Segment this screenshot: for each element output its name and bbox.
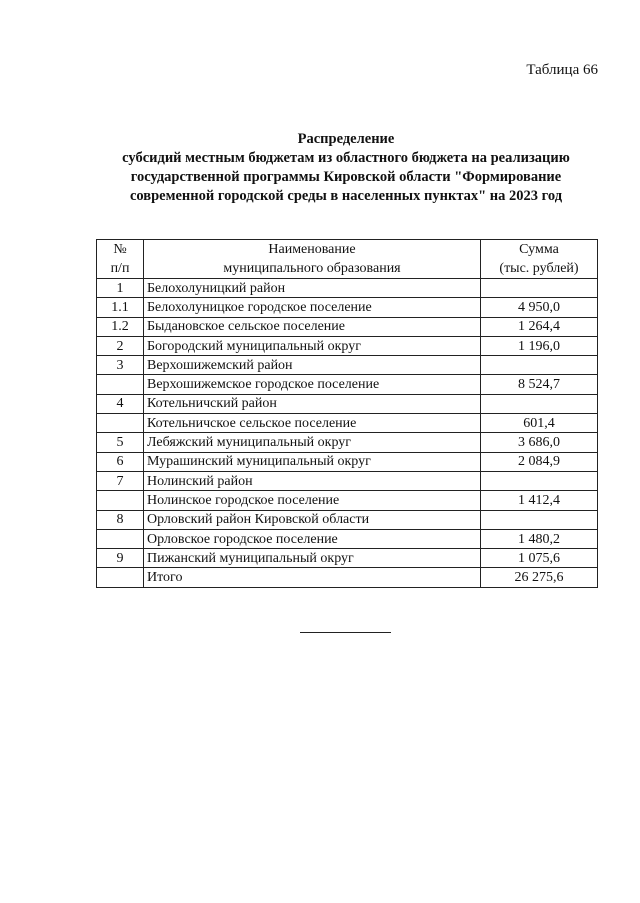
- row-number: 1.2: [97, 317, 144, 336]
- title-line-4: современной городской среды в населенных пунктах" на 2023 год: [129, 188, 563, 204]
- header-number-line2: п/п: [110, 261, 130, 276]
- document-title: [96, 130, 596, 206]
- row-number: [97, 414, 144, 433]
- table-row: [97, 317, 598, 336]
- table-header-row: [97, 240, 598, 279]
- row-sum: 1 264,4: [481, 317, 598, 336]
- title-line-3: государственной программы Кировской области "Формирование: [130, 169, 562, 185]
- row-number: [97, 491, 144, 510]
- table-row: [97, 414, 598, 433]
- header-name-line1: Наименование: [268, 242, 356, 257]
- row-number: 1.1: [97, 298, 144, 317]
- title-line-2: субсидий местным бюджетам из областного бюджета на реализацию: [122, 150, 570, 166]
- row-sum: 1 196,0: [481, 336, 598, 355]
- row-number: 7: [97, 471, 144, 490]
- row-number: 4: [97, 394, 144, 413]
- row-number: 5: [97, 433, 144, 452]
- header-sum: [481, 240, 598, 279]
- row-name: Орловский район Кировской области: [144, 510, 481, 529]
- row-number: 1: [97, 279, 144, 298]
- closing-divider: [300, 632, 391, 633]
- row-name: Белохолуницкий район: [144, 279, 481, 298]
- header-sum-line1: Сумма: [519, 242, 559, 257]
- table-body: [97, 279, 598, 588]
- header-sum-line2: (тыс. рублей): [499, 261, 579, 276]
- row-name: Верхошижемский район: [144, 356, 481, 375]
- row-number: 8: [97, 510, 144, 529]
- row-name: Мурашинский муниципальный округ: [144, 452, 481, 471]
- table-row: [97, 279, 598, 298]
- row-name: Белохолуницкое городское поселение: [144, 298, 481, 317]
- row-sum: 1 412,4: [481, 491, 598, 510]
- table-row: [97, 549, 598, 568]
- row-name: Нолинский район: [144, 471, 481, 490]
- table-row: [97, 433, 598, 452]
- row-name: Котельничский район: [144, 394, 481, 413]
- row-sum: [481, 394, 598, 413]
- table-row: [97, 452, 598, 471]
- table-row: [97, 336, 598, 355]
- row-name: Нолинское городское поселение: [144, 491, 481, 510]
- row-sum: [481, 471, 598, 490]
- row-sum: 26 275,6: [481, 568, 598, 587]
- header-name: [144, 240, 481, 279]
- row-number: 2: [97, 336, 144, 355]
- table-label: Таблица 66: [526, 62, 598, 78]
- row-name: Быдановское сельское поселение: [144, 317, 481, 336]
- table-row: [97, 510, 598, 529]
- row-sum: [481, 356, 598, 375]
- table-row: [97, 491, 598, 510]
- row-sum: 3 686,0: [481, 433, 598, 452]
- table-row: [97, 529, 598, 548]
- table-row: [97, 375, 598, 394]
- row-name: Богородский муниципальный округ: [144, 336, 481, 355]
- table-row: [97, 298, 598, 317]
- row-sum: [481, 279, 598, 298]
- row-number: [97, 375, 144, 394]
- table-row: [97, 471, 598, 490]
- header-name-line2: муниципального образования: [223, 261, 401, 276]
- row-sum: 2 084,9: [481, 452, 598, 471]
- table-row: [97, 568, 598, 587]
- row-sum: 4 950,0: [481, 298, 598, 317]
- header-number: [97, 240, 144, 279]
- header-number-line1: №: [113, 242, 127, 257]
- row-name: Лебяжский муниципальный округ: [144, 433, 481, 452]
- row-name: Пижанский муниципальный округ: [144, 549, 481, 568]
- row-number: [97, 529, 144, 548]
- table-row: [97, 356, 598, 375]
- row-name: Верхошижемское городское поселение: [144, 375, 481, 394]
- row-sum: 8 524,7: [481, 375, 598, 394]
- distribution-table: [96, 239, 598, 588]
- row-number: 3: [97, 356, 144, 375]
- row-number: [97, 568, 144, 587]
- row-name: Итого: [144, 568, 481, 587]
- row-sum: 601,4: [481, 414, 598, 433]
- row-number: 9: [97, 549, 144, 568]
- row-sum: [481, 510, 598, 529]
- row-name: Орловское городское поселение: [144, 529, 481, 548]
- table-row: [97, 394, 598, 413]
- row-name: Котельничское сельское поселение: [144, 414, 481, 433]
- row-number: 6: [97, 452, 144, 471]
- title-line-1: Распределение: [297, 131, 395, 147]
- row-sum: 1 480,2: [481, 529, 598, 548]
- row-sum: 1 075,6: [481, 549, 598, 568]
